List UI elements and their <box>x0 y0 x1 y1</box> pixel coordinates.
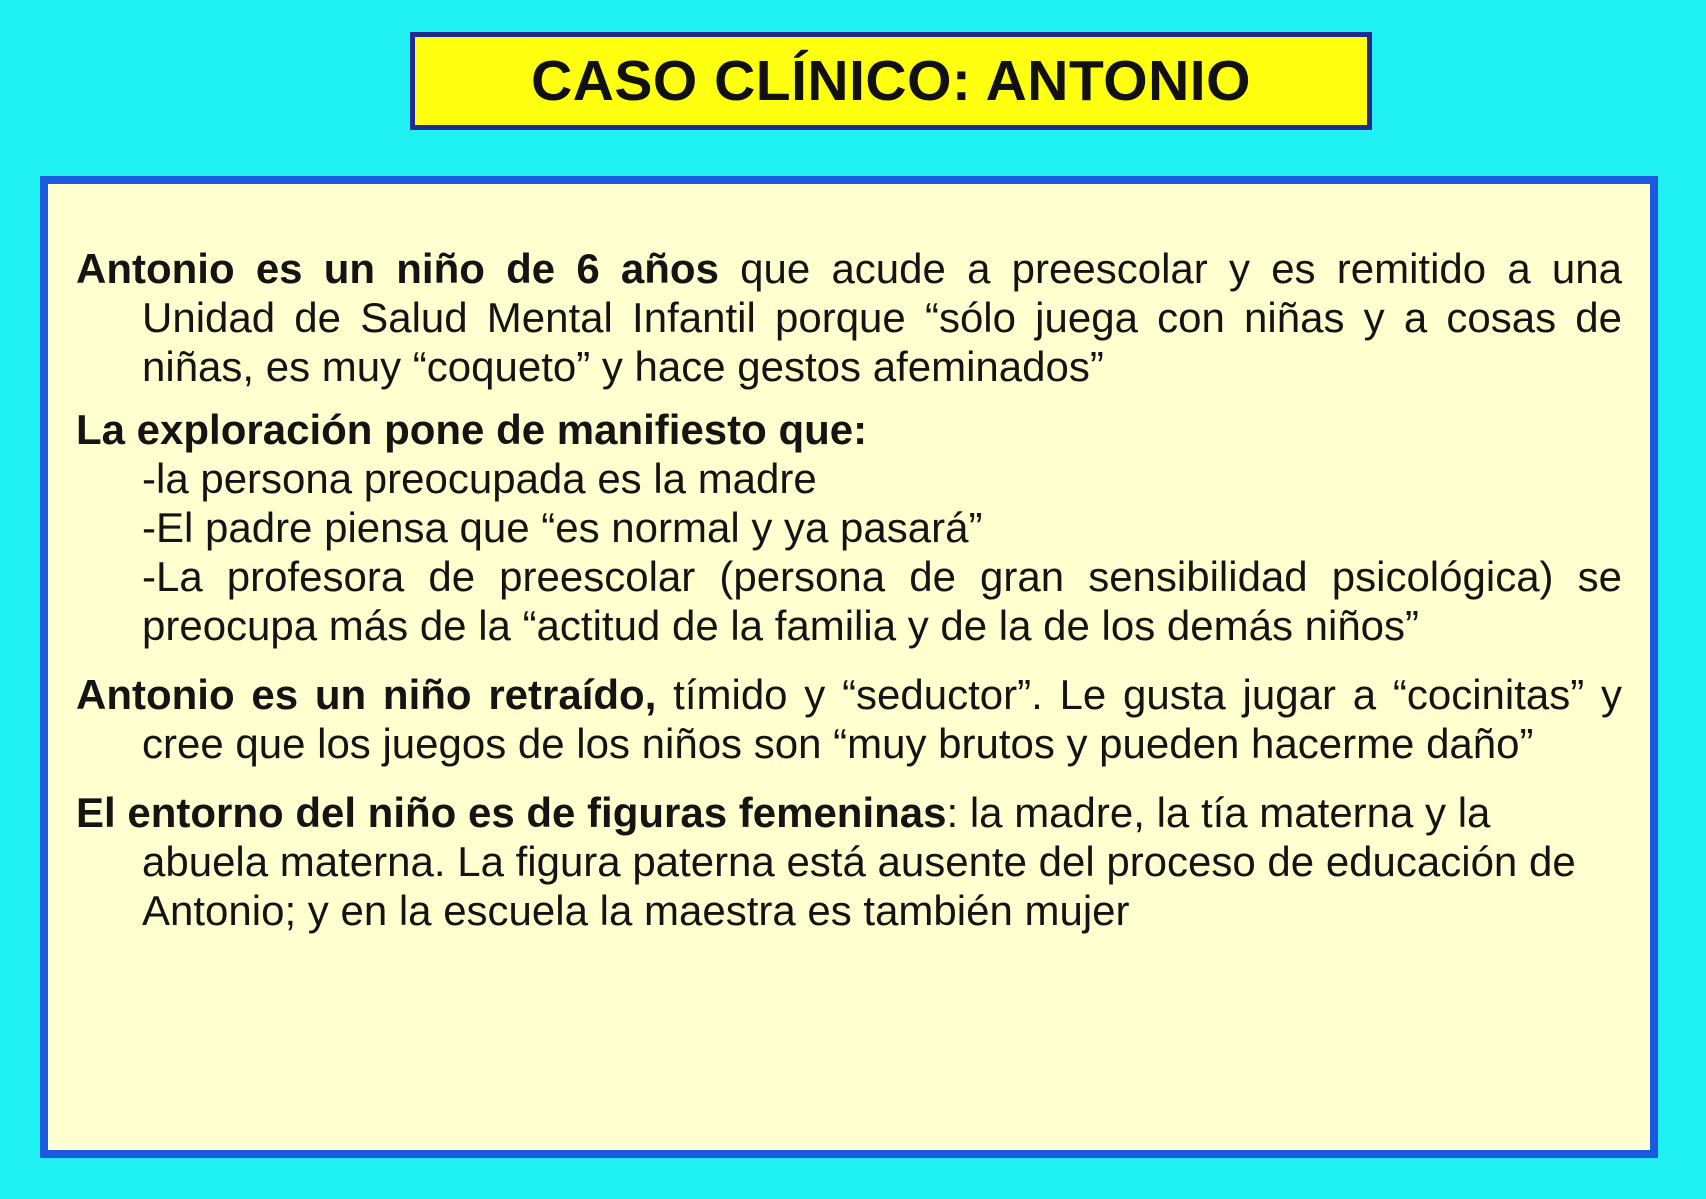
page-title: CASO CLÍNICO: ANTONIO <box>531 49 1251 113</box>
exploration-heading-text: La exploración pone de manifiesto que: <box>76 406 868 453</box>
exploration-item: -La profesora de preescolar (persona de gran sensibilidad psicológica) se preocupa más de la “actitud de la familia y de la de los demás niños” <box>142 553 1622 649</box>
paragraph-patient-intro <box>76 244 1622 391</box>
paragraph-environment <box>76 788 1622 935</box>
paragraph-patient-intro-lead: Antonio es un niño de 6 años <box>76 245 719 292</box>
paragraph-patient-intro-body: que acude a preescolar y es remitido a una Unidad de Salud Mental Infantil porque “sólo juega con niñas y a cosas de niñas, es muy “coqueto” y hace gestos afeminados” <box>142 245 1623 390</box>
paragraph-behavior <box>76 670 1622 768</box>
title-banner <box>410 32 1372 130</box>
paragraph-environment-lead: El entorno del niño es de figuras femeninas <box>76 789 947 836</box>
exploration-item: -El padre piensa que “es normal y ya pasará” <box>142 504 983 551</box>
paragraph-behavior-body: tímido y “seductor”. Le gusta jugar a “cocinitas” y cree que los juegos de los niños son “muy brutos y pueden hacerme daño” <box>142 671 1622 767</box>
exploration-heading <box>76 405 1622 454</box>
exploration-item: -la persona preocupada es la madre <box>142 455 817 502</box>
paragraph-behavior-lead: Antonio es un niño retraído, <box>76 671 657 718</box>
paragraph-environment-body: : la madre, la tía materna y la abuela materna. La figura paterna está ausente del proceso de educación de Antonio; y en la escuela la maestra es también mujer <box>142 789 1576 934</box>
case-description-panel <box>40 176 1658 1158</box>
